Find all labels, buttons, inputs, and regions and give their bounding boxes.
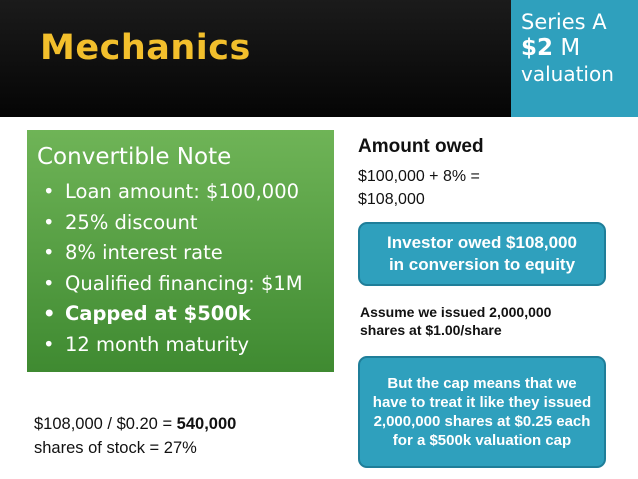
convertible-note-box	[27, 130, 334, 372]
list-item	[37, 177, 334, 208]
assume-line-2: shares at $1.00/share	[360, 322, 502, 338]
callout1-line-2: in conversion to equity	[388, 255, 576, 274]
investor-owed-callout	[358, 222, 606, 286]
share-calculation	[34, 412, 236, 460]
series-a-badge	[511, 0, 638, 117]
list-item	[37, 208, 334, 239]
list-item-text: Capped at $500k	[65, 302, 251, 325]
bullet-icon: •	[43, 302, 56, 325]
list-item	[37, 299, 334, 330]
bullet-icon: •	[43, 241, 55, 264]
list-item	[37, 238, 334, 269]
list-item-text: Qualified financing: $1M	[65, 271, 303, 295]
convertible-note-heading: Convertible Note	[37, 144, 232, 170]
calc-line-1	[34, 412, 236, 436]
convertible-note-list	[37, 177, 334, 360]
bullet-icon: •	[43, 180, 55, 203]
amount-line-2: $108,000	[358, 191, 425, 208]
list-item-text: 25% discount	[65, 210, 198, 234]
amount-owed-text	[358, 165, 480, 211]
callout1-line-1: Investor owed $108,000	[387, 233, 577, 252]
calc-result: 540,000	[176, 415, 237, 433]
assumption-text	[360, 303, 551, 339]
list-item-text: Loan amount: $100,000	[65, 180, 300, 203]
calc-line-2: shares of stock = 27%	[34, 439, 197, 457]
calc-prefix: $108,000 / $0.20 =	[34, 415, 177, 433]
series-valuation-label: valuation	[521, 62, 614, 86]
list-item	[37, 269, 334, 300]
assume-line-1: Assume we issued 2,000,000	[360, 304, 552, 320]
amount-owed-heading: Amount owed	[358, 136, 484, 157]
bullet-icon: •	[43, 210, 55, 234]
cap-explanation-callout	[358, 356, 606, 468]
slide-title: Mechanics	[40, 28, 251, 68]
series-label: Series A	[521, 10, 607, 34]
amount-line-1: $100,000 + 8% =	[358, 168, 480, 185]
list-item-text: 8% interest rate	[65, 241, 223, 264]
series-amount-line	[521, 35, 638, 61]
list-item-text: 12 month maturity	[65, 332, 250, 356]
series-amount: $2	[521, 35, 554, 61]
list-item	[37, 330, 334, 361]
callout2-text: But the cap means that we have to treat it like they issued 2,000,000 shares at $0.25 each for a $500k valuation cap	[372, 375, 592, 449]
bullet-icon: •	[43, 271, 55, 295]
bullet-icon: •	[43, 332, 55, 356]
series-unit: M	[560, 35, 581, 61]
